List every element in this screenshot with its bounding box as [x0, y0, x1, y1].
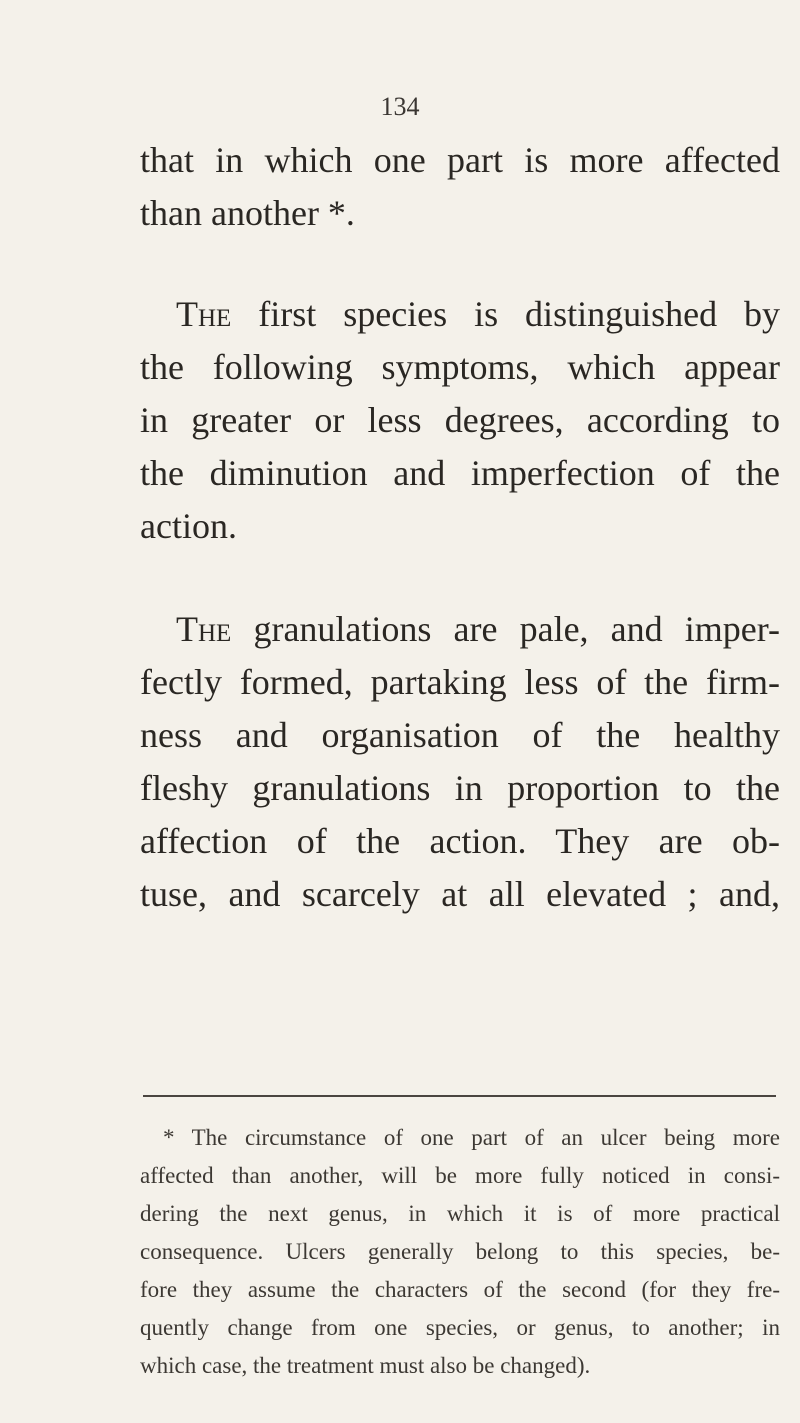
- footnote-line: fore they assume the characters of the second (for they fre-: [140, 1277, 780, 1302]
- body-text: granulations are pale, and imper-: [253, 609, 780, 649]
- body-line: than another *.: [140, 193, 355, 233]
- body-line: [176, 609, 780, 649]
- footnote-line: quently change from one species, or genus, to another; in: [140, 1315, 780, 1340]
- page-number: 134: [380, 92, 420, 121]
- footnote-line: affected than another, will be more fully noticed in consi-: [140, 1163, 780, 1188]
- body-line: fectly formed, partaking less of the firm-: [140, 662, 780, 702]
- footnote-rule: [143, 1095, 776, 1097]
- footnote-line: consequence. Ulcers generally belong to this species, be-: [140, 1239, 780, 1264]
- footnote-line: which case, the treatment must also be changed).: [140, 1353, 591, 1378]
- body-line: that in which one part is more affected: [140, 140, 780, 180]
- body-line: fleshy granulations in proportion to the: [140, 768, 780, 808]
- body-line: tuse, and scarcely at all elevated ; and,: [140, 874, 780, 914]
- paragraph-lead: The: [176, 609, 232, 649]
- body-line: [176, 294, 780, 334]
- body-line: in greater or less degrees, according to: [140, 400, 780, 440]
- footnote-line: * The circumstance of one part of an ulcer being more: [163, 1125, 780, 1150]
- body-line: ness and organisation of the healthy: [140, 715, 780, 755]
- body-text: first species is distinguished by: [258, 294, 781, 334]
- body-line: action.: [140, 506, 237, 546]
- body-line: the following symptoms, which appear: [140, 347, 780, 387]
- paragraph-lead: The: [176, 294, 232, 334]
- body-line: the diminution and imperfection of the: [140, 453, 780, 493]
- body-line: affection of the action. They are ob-: [140, 821, 780, 861]
- footnote-line: dering the next genus, in which it is of more practical: [140, 1201, 780, 1226]
